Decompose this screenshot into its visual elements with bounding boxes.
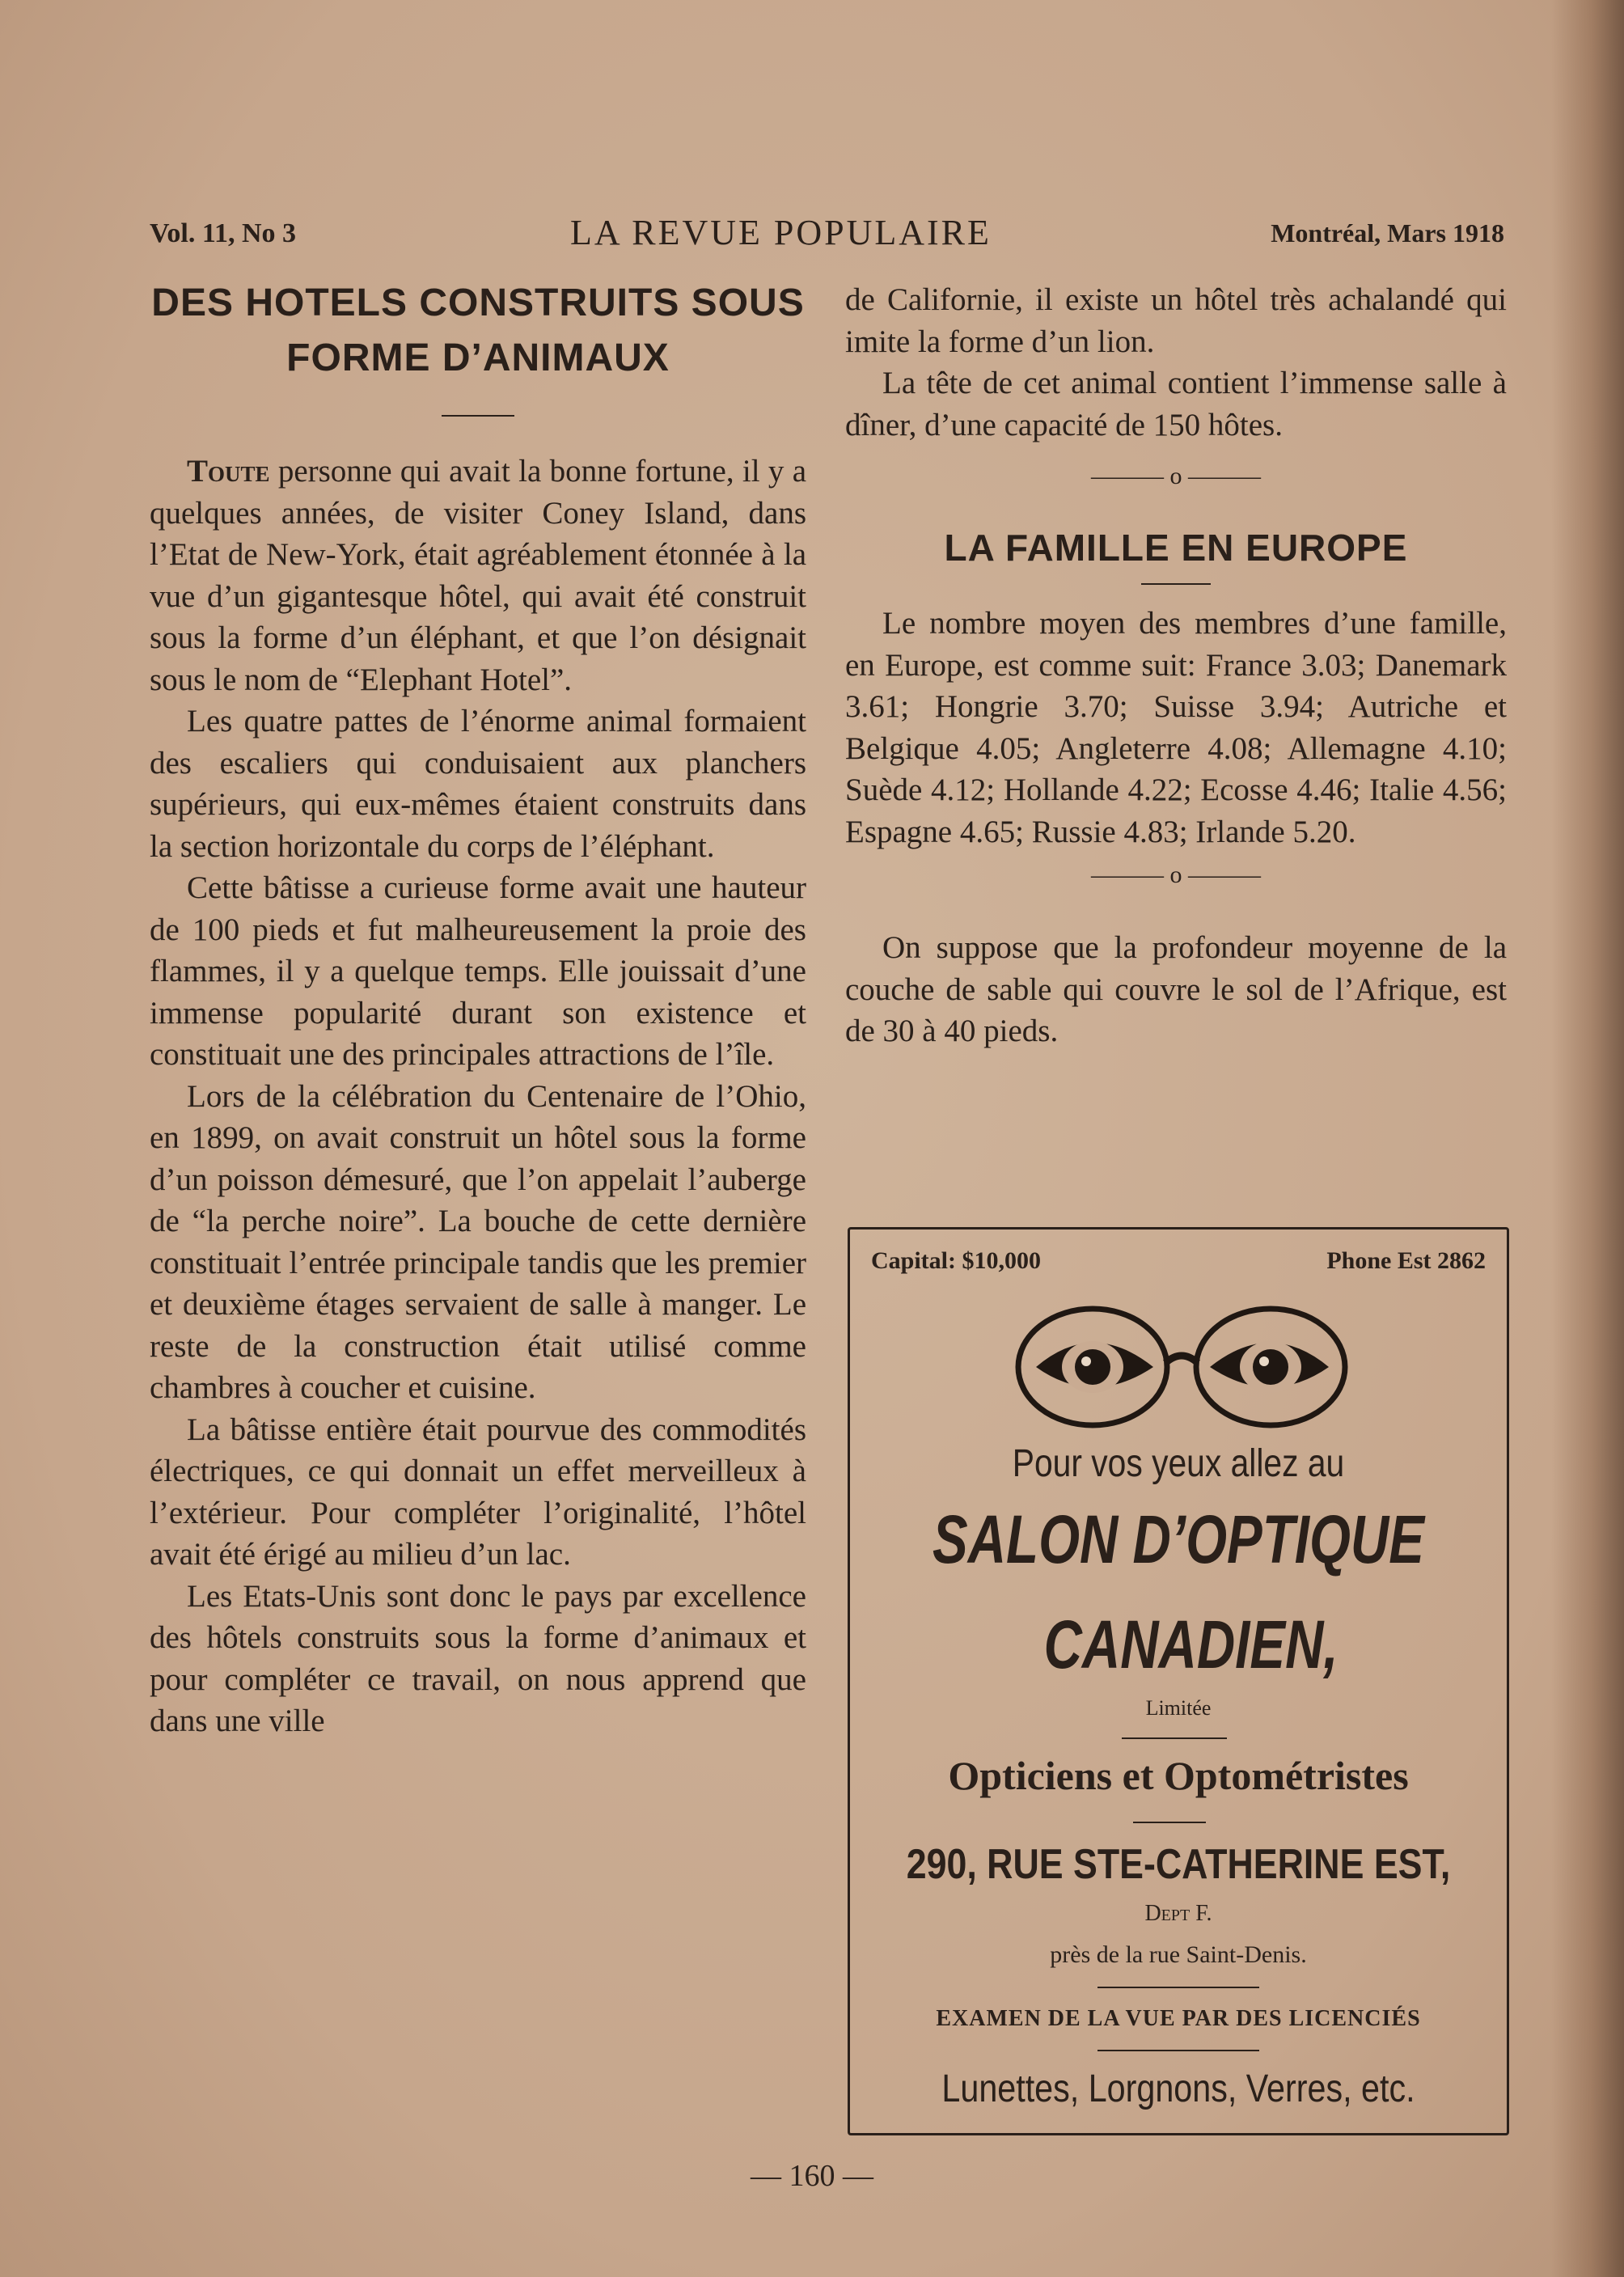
ad-tagline: Pour vos yeux allez au <box>1012 1442 1345 1485</box>
page-edge-shadow <box>1551 0 1624 2277</box>
ad-divider <box>1122 1737 1227 1739</box>
optician-advertisement <box>848 1227 1509 2135</box>
paragraph-text: personne qui avait la bonne fortune, il y a quelques années, de visiter Coney Island, dans l’Etat de New-York, était agréablement étonnée à la vue d’un gigantesque hôtel, qui avait été construit sous la forme d’un éléphant, et que l’on désignait sous le nom de “Elephant Hotel”. <box>150 454 806 697</box>
title-rule <box>1141 583 1211 585</box>
eyeglasses-icon <box>1012 1298 1351 1436</box>
article-title-line1: DES HOTELS CONSTRUITS SOUS <box>151 281 805 324</box>
ad-phone: Phone Est 2862 <box>1326 1247 1486 1274</box>
ad-capital: Capital: $10,000 <box>871 1247 1041 1274</box>
journal-title: LA REVUE POPULAIRE <box>570 213 992 252</box>
ad-profession: Opticiens et Optométristes <box>948 1753 1409 1798</box>
article-paragraph: Cette bâtisse a curieuse forme avait une hauteur de 100 pieds et fut malheureusement la proie des flammes, il y a quelque temps. Elle jouissait d’une immense popularité durant son existence et constituait une des principales attractions de l’île. <box>150 870 806 1072</box>
ad-header-row <box>871 1247 1486 1275</box>
right-column <box>845 279 1507 1052</box>
ad-business-name-1: SALON D’OPTIQUE <box>933 1501 1424 1577</box>
article-paragraph: Lors de la célébration du Centenaire de l’Ohio, en 1899, on avait construit un hôtel sous la forme d’un poisson démesuré, que l’on appelait l’auberge de “la perche noire”. La bouche de cette dernière constituait l’entrée principale tandis que les premier et deuxième étages servaient de salle à manger. Le reste de la construction était utilisé comme chambres à coucher et cuisine. <box>150 1078 806 1405</box>
article-continuation: de Californie, il existe un hôtel très achalandé qui imite la forme d’un lion. <box>845 282 1507 359</box>
ad-business-name-2: CANADIEN, <box>1043 1606 1339 1682</box>
article-paragraph <box>150 451 806 700</box>
ad-divider <box>1133 1822 1206 1823</box>
article-paragraph: Les quatre pattes de l’énorme animal formaient des escaliers qui conduisaient aux planchers supérieurs, qui eux-mêmes étaient construits dans la section horizontale du corps de l’éléphant. <box>150 704 806 864</box>
article-title-line2: FORME D’ANIMAUX <box>286 336 670 379</box>
page-header <box>150 212 1504 252</box>
ad-exam-notice: EXAMEN DE LA VUE PAR DES LICENCIÉS <box>936 2006 1421 2031</box>
ad-divider <box>1097 1987 1259 1988</box>
article-paragraph: La bâtisse entière était pourvue des commodités électriques, ce qui donnait un effet merveilleux à l’extérieur. Pour compléter l’originalité, l’hôtel avait été érigé au milieu d’un lac. <box>150 1411 806 1572</box>
article-paragraph: La tête de cet animal contient l’immense salle à dîner, d’une capacité de 150 hôtes. <box>845 366 1507 442</box>
left-column <box>150 279 806 1742</box>
article-paragraph: On suppose que la profondeur moyenne de la couche de sable qui couvre le sol de l’Afrique, est de 30 à 40 pieds. <box>845 930 1507 1048</box>
title-rule <box>442 415 514 417</box>
article-paragraph: Le nombre moyen des membres d’une famille, en Europe, est comme suit: France 3.03; Danemark 3.61; Hongrie 3.70; Suisse 3.94; Autriche et Belgique 4.05; Angleterre 4.08; Allemagne 4.10; Suède 4.12; Hollande 4.22; Ecosse 4.46; Italie 4.56; Espagne 4.65; Russie 4.83; Irlande 5.20. <box>845 606 1507 849</box>
section-separator: ——— o ——— <box>1091 861 1261 888</box>
ad-products: Lunettes, Lorgnons, Verres, etc. <box>941 2067 1415 2110</box>
article-title: LA FAMILLE EN EUROPE <box>944 527 1408 569</box>
ad-divider <box>1097 2050 1259 2051</box>
section-separator: ——— o ——— <box>1091 463 1261 489</box>
ad-location-note: près de la rue Saint-Denis. <box>1050 1941 1307 1968</box>
article-paragraph: Les Etats-Unis sont donc le pays par excellence des hôtels construits sous la forme d’animaux et pour compléter ce travail, on nous apprend que dans une ville <box>150 1578 806 1738</box>
ad-address: 290, RUE STE-CATHERINE EST, <box>906 1841 1451 1888</box>
drop-lead-word: Toute <box>187 454 270 489</box>
issue-date: Montréal, Mars 1918 <box>1271 218 1504 248</box>
ad-limited: Limitée <box>1145 1696 1212 1720</box>
page-number: — 160 — <box>751 2159 873 2193</box>
ad-department: Dept F. <box>1144 1901 1212 1926</box>
volume-number: Vol. 11, No 3 <box>150 218 297 248</box>
